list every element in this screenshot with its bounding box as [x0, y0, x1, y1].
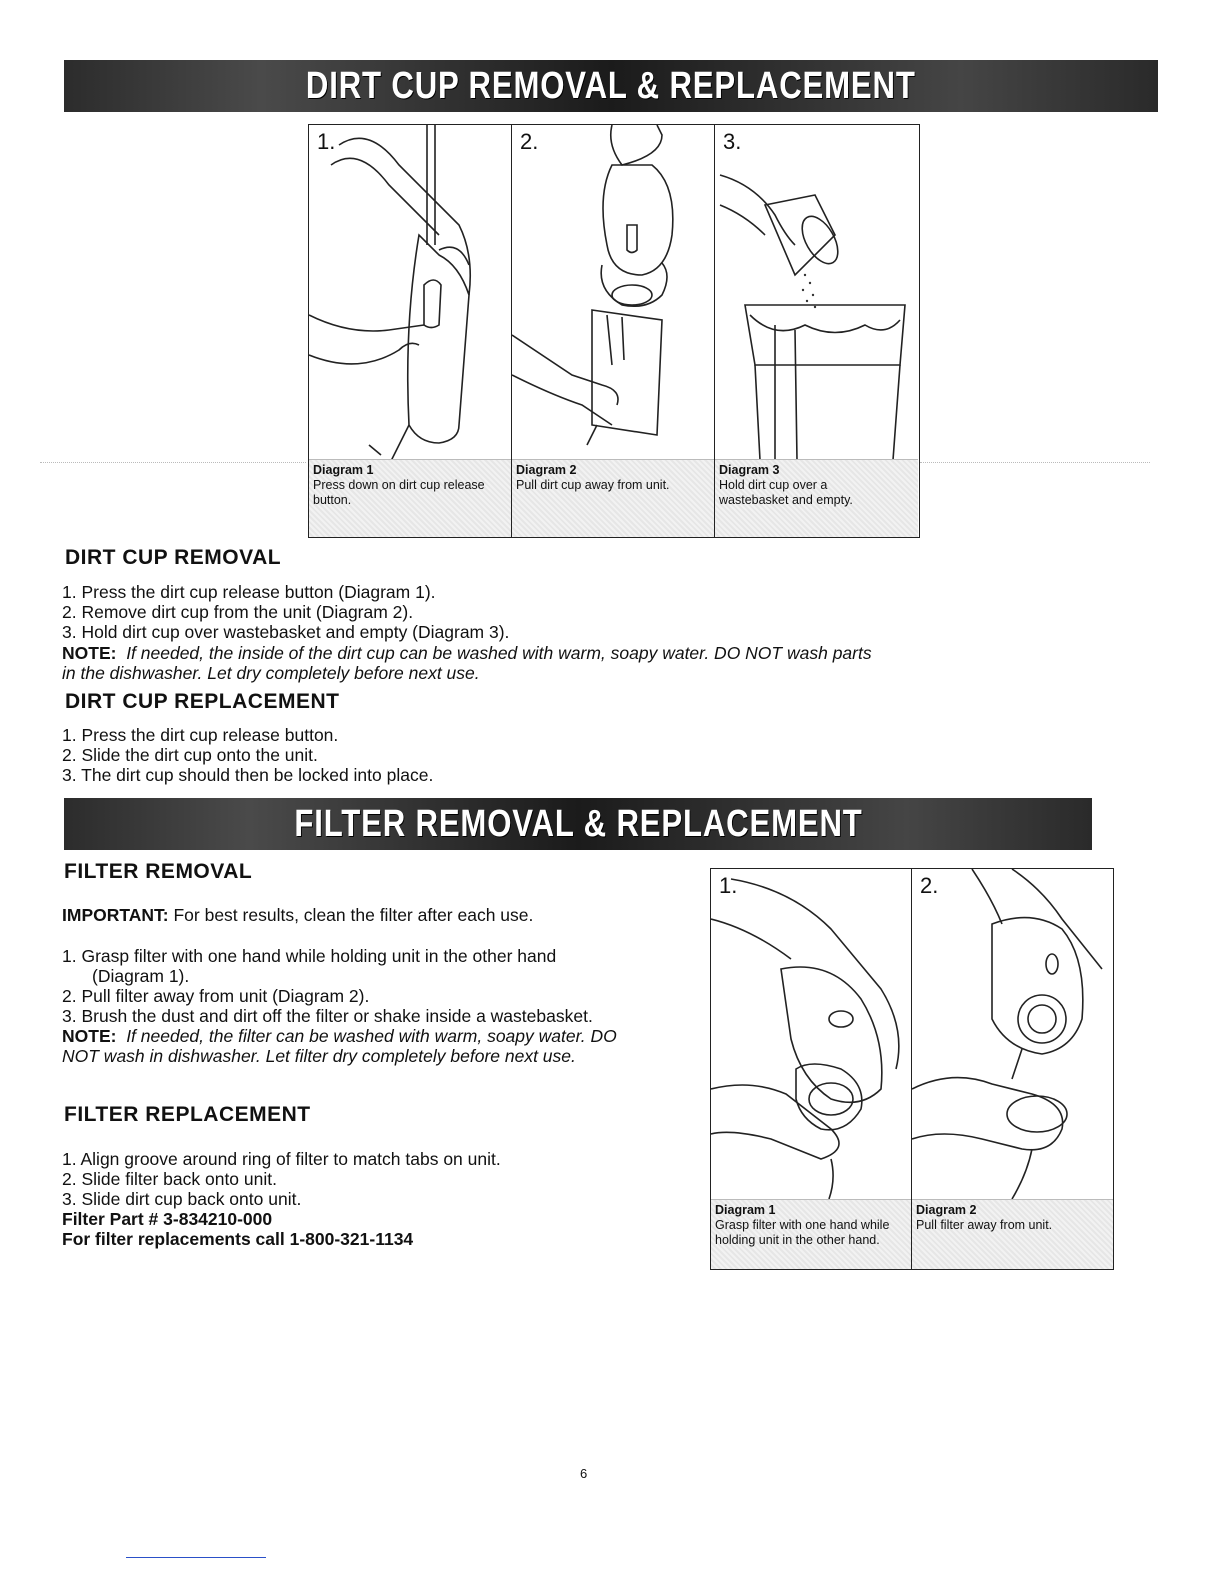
diagram-caption: [715, 459, 918, 537]
step-item: 1. Press the dirt cup release button.: [62, 725, 339, 745]
note-text: in the dishwasher. Let dry completely before next use.: [62, 663, 480, 683]
caption-text: Pull filter away from unit.: [916, 1218, 1053, 1232]
hand-pressing-release-illustration: [309, 125, 512, 465]
step-item: 3. Slide dirt cup back onto unit.: [62, 1189, 302, 1209]
caption-text: Grasp filter with one hand while: [715, 1218, 890, 1232]
panel-number: 3.: [723, 129, 742, 154]
dirt-cup-section-banner: [64, 60, 1158, 112]
grasp-filter-illustration: [711, 869, 912, 1199]
panel-number: 1.: [719, 873, 738, 898]
dirt-cup-removal-heading: DIRT CUP REMOVAL: [65, 546, 282, 569]
note-line: [62, 643, 872, 664]
dirt-cup-replacement-heading: DIRT CUP REPLACEMENT: [65, 690, 340, 713]
step-item: 2. Slide filter back onto unit.: [62, 1169, 277, 1189]
emptying-into-wastebasket-illustration: [715, 125, 918, 465]
panel-number: 2.: [520, 129, 539, 154]
caption-title: Diagram 3: [719, 463, 780, 477]
note-label: NOTE:: [62, 643, 117, 663]
footer-rule: [126, 1557, 266, 1558]
step-item-continued: (Diagram 1).: [92, 966, 190, 986]
panel-number: 1.: [317, 129, 336, 154]
caption-text: Press down on dirt cup release: [313, 478, 485, 492]
note-line: [62, 1046, 576, 1067]
diagram-panel-2: [912, 869, 1113, 1269]
step-item: 2. Slide the dirt cup onto the unit.: [62, 745, 318, 765]
diagram-caption: [912, 1199, 1113, 1269]
filter-replacement-heading: FILTER REPLACEMENT: [64, 1103, 311, 1126]
filter-removal-heading: FILTER REMOVAL: [64, 860, 253, 883]
diagram-panel-2: [512, 125, 715, 537]
filter-section-banner: [64, 798, 1092, 850]
diagram-panel-3: [715, 125, 918, 537]
banner-title: DIRT CUP REMOVAL & REPLACEMENT: [306, 64, 916, 107]
diagram-caption: [309, 459, 511, 537]
step-item: 3. Brush the dust and dirt off the filter or shake inside a wastebasket.: [62, 1006, 593, 1026]
note-line: [62, 663, 480, 684]
diagram-panel-1: [711, 869, 912, 1269]
caption-text: holding unit in the other hand.: [715, 1233, 880, 1247]
step-item: 1. Press the dirt cup release button (Diagram 1).: [62, 582, 436, 602]
dirt-cup-pulled-illustration: [512, 125, 715, 465]
step-item: 3. The dirt cup should then be locked into place.: [62, 765, 434, 785]
caption-title: Diagram 2: [916, 1203, 977, 1217]
note-line: [62, 1026, 617, 1047]
important-label: IMPORTANT:: [62, 905, 169, 925]
caption-title: Diagram 2: [516, 463, 577, 477]
diagram-caption: [512, 459, 714, 537]
caption-title: Diagram 1: [313, 463, 374, 477]
step-item: 1. Grasp filter with one hand while holding unit in the other hand: [62, 946, 557, 966]
note-text: If needed, the inside of the dirt cup can be washed with warm, soapy water. DO NOT wash parts: [126, 643, 872, 663]
step-item: 2. Pull filter away from unit (Diagram 2).: [62, 986, 370, 1006]
note-text: If needed, the filter can be washed with warm, soapy water. DO: [126, 1026, 617, 1046]
note-label: NOTE:: [62, 1026, 117, 1046]
filter-diagram-figure: [710, 868, 1114, 1270]
banner-title: FILTER REMOVAL & REPLACEMENT: [293, 802, 863, 845]
page-number: 6: [580, 1466, 588, 1481]
caption-text: Hold dirt cup over a: [719, 478, 828, 492]
step-item: 3. Hold dirt cup over wastebasket and empty (Diagram 3).: [62, 622, 510, 642]
step-item: 2. Remove dirt cup from the unit (Diagram 2).: [62, 602, 414, 622]
replacement-phone-info: For filter replacements call 1-800-321-1134: [62, 1229, 414, 1249]
divider: [40, 462, 306, 463]
dirt-cup-diagram-figure: [308, 124, 920, 538]
divider: [920, 462, 1150, 463]
diagram-panel-1: [309, 125, 512, 537]
panel-number: 2.: [920, 873, 939, 898]
important-notice: [62, 905, 533, 926]
step-item: 1. Align groove around ring of filter to match tabs on unit.: [62, 1149, 501, 1169]
caption-text: button.: [313, 493, 352, 507]
diagram-caption: [711, 1199, 911, 1269]
pull-filter-illustration: [912, 869, 1113, 1199]
caption-text: wastebasket and empty.: [719, 493, 853, 507]
note-text: NOT wash in dishwasher. Let filter dry completely before next use.: [62, 1046, 576, 1066]
caption-title: Diagram 1: [715, 1203, 776, 1217]
filter-part-number: Filter Part # 3-834210-000: [62, 1209, 273, 1229]
important-text: For best results, clean the filter after each use.: [173, 905, 534, 925]
caption-text: Pull dirt cup away from unit.: [516, 478, 670, 492]
